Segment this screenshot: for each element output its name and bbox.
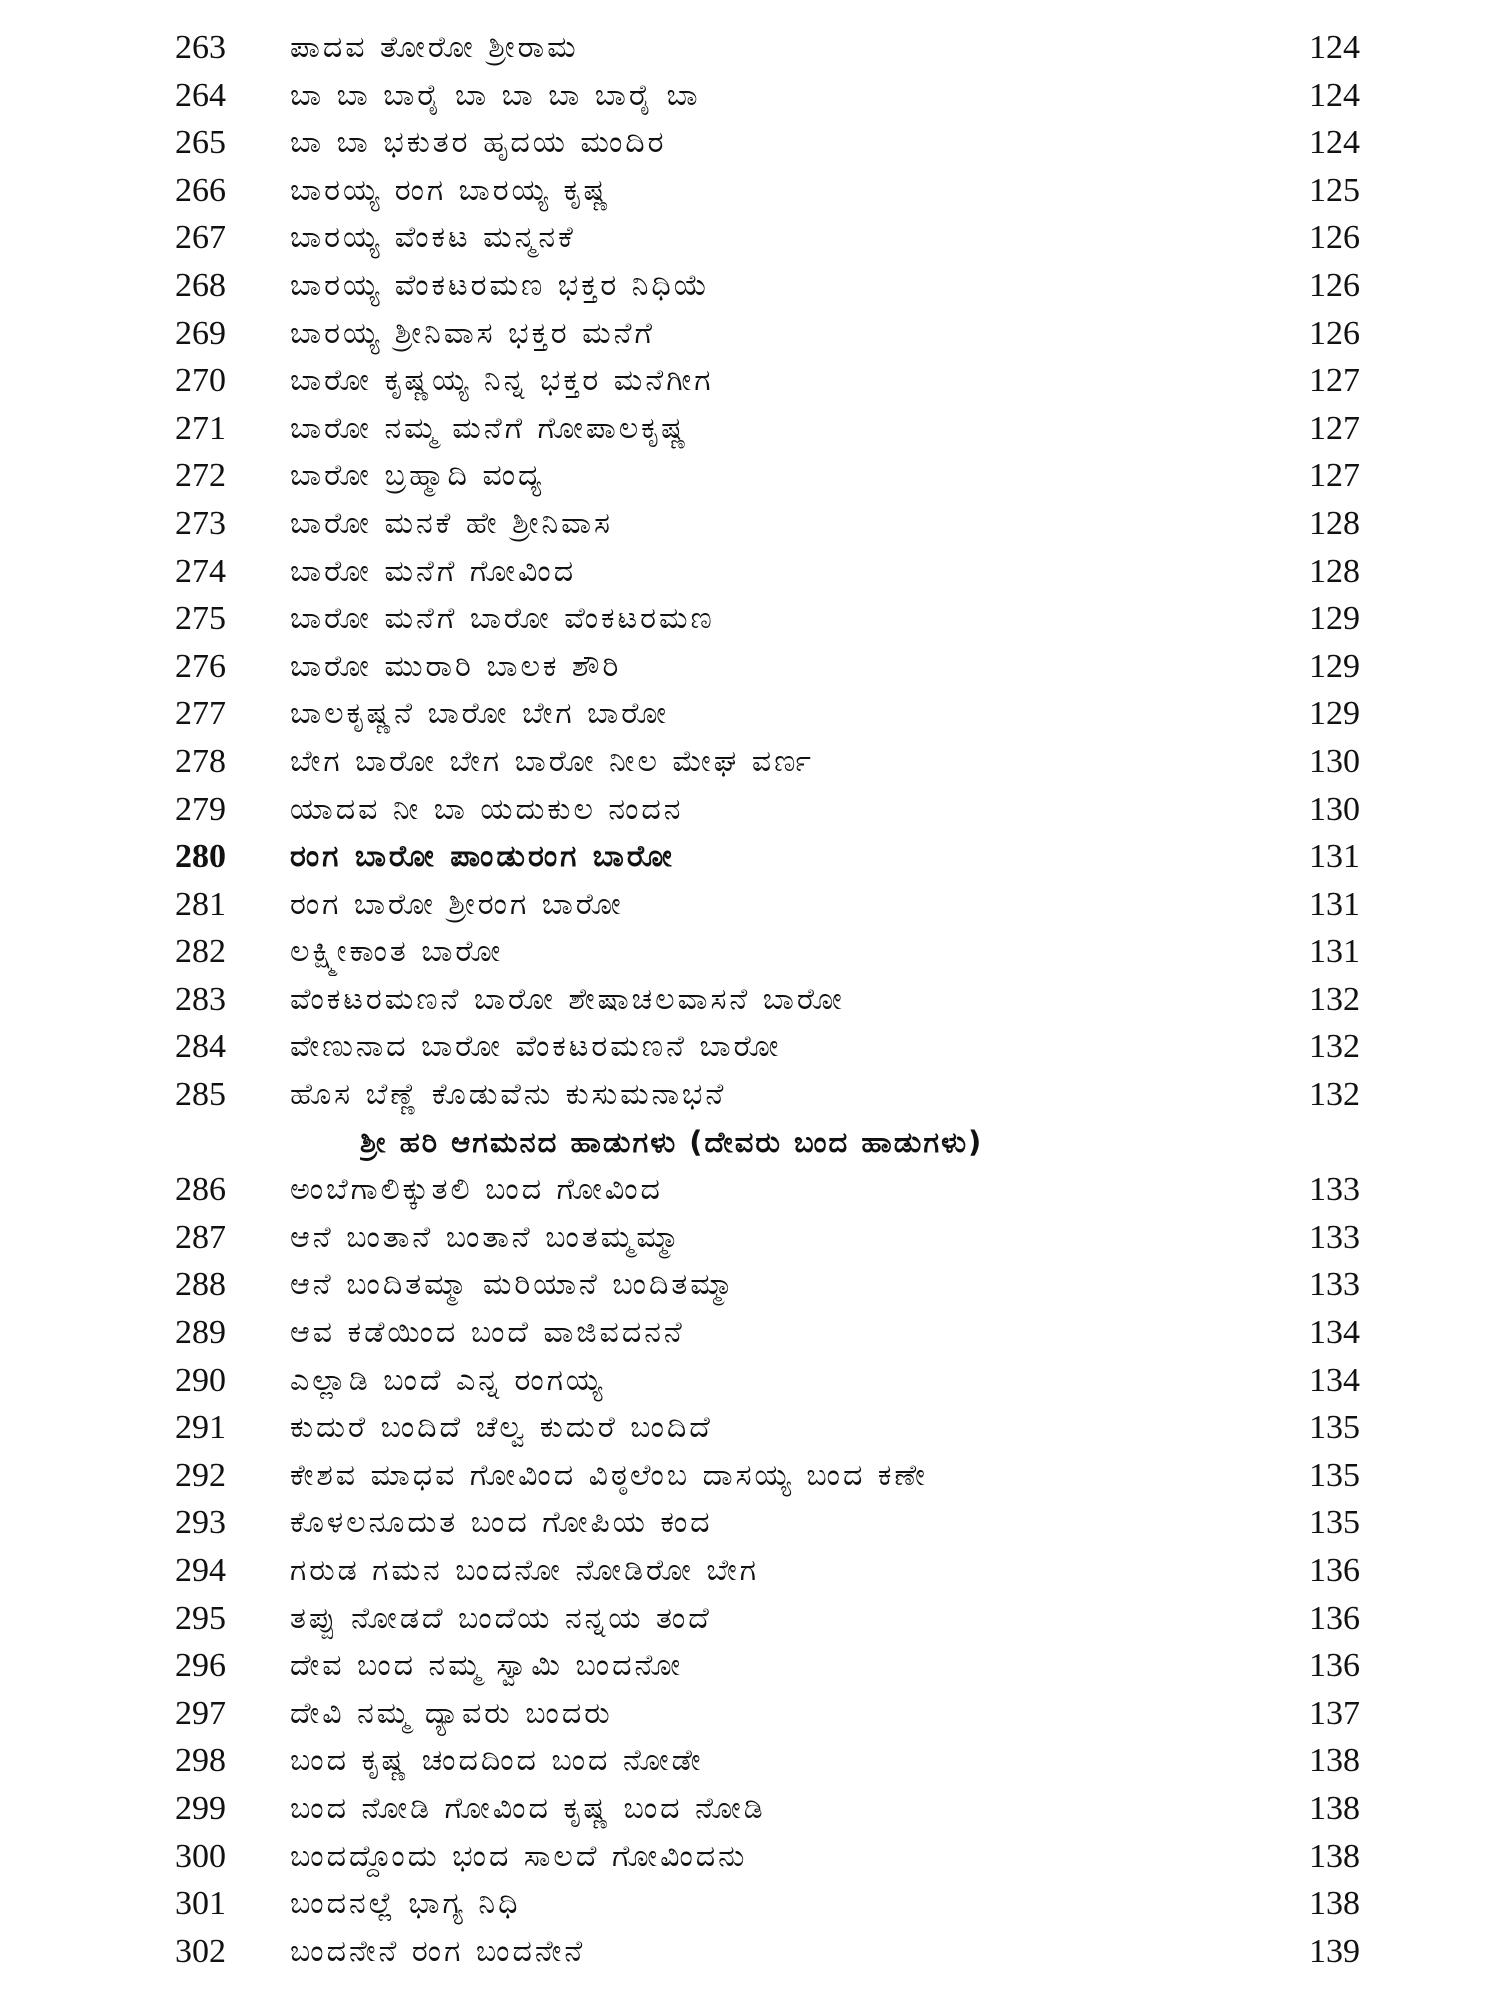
entry-title: ತಪ್ಪು ನೋಡದೆ ಬಂದೆಯ ನನ್ನಯ ತಂದೆ — [290, 1600, 712, 1636]
entry-title: ವೇಣುನಾದ ಬಾರೋ ವೆಂಕಟರಮಣನೆ ಬಾರೋ — [290, 1029, 782, 1065]
toc-entry — [0, 833, 1500, 881]
entry-title: ಬಾರಯ್ಯ ಶ್ರೀನಿವಾಸ ಭಕ್ತರ ಮನೆಗೆ — [290, 315, 655, 351]
toc-entry — [0, 72, 1500, 120]
toc-entry — [0, 1880, 1500, 1928]
entry-page-number: 127 — [1309, 457, 1360, 495]
toc-entry — [0, 405, 1500, 453]
entry-title: ಬಾ ಬಾ ಬಾರೈ ಬಾ ಬಾ ಬಾ ಬಾರೈ ಬಾ — [290, 77, 701, 113]
toc-entry — [0, 1690, 1500, 1738]
entry-page-number: 138 — [1309, 1742, 1360, 1780]
toc-entry — [0, 357, 1500, 405]
entry-page-number: 132 — [1309, 1076, 1360, 1114]
entry-number: 279 — [175, 790, 226, 828]
toc-entry — [0, 881, 1500, 929]
entry-title: ಬಾರೋ ಮನೆಗೆ ಬಾರೋ ವೆಂಕಟರಮಣ — [290, 601, 715, 637]
toc-entry — [0, 1309, 1500, 1357]
toc-entry — [0, 500, 1500, 548]
entry-page-number: 130 — [1309, 790, 1360, 828]
entry-title: ಬಾರಯ್ಯ ರಂಗ ಬಾರಯ್ಯ ಕೃಷ್ಣ — [290, 172, 612, 208]
toc-entry — [0, 786, 1500, 834]
entry-title: ಅಂಬೆಗಾಲಿಕ್ಕುತಲಿ ಬಂದ ಗೋವಿಂದ — [290, 1172, 663, 1208]
entry-page-number: 132 — [1309, 1028, 1360, 1066]
entry-title: ಬಾಲಕೃಷ್ಣನೆ ಬಾರೋ ಬೇಗ ಬಾರೋ — [290, 696, 670, 732]
entry-number: 297 — [175, 1694, 226, 1732]
entry-number: 295 — [175, 1599, 226, 1637]
entry-number: 275 — [175, 600, 226, 638]
entry-number: 285 — [175, 1076, 226, 1114]
entry-title: ಕೇಶವ ಮಾಧವ ಗೋವಿಂದ ವಿಠ್ಠಲೆಂಬ ದಾಸಯ್ಯ ಬಂದ ಕಣೇ — [290, 1457, 928, 1493]
entry-number: 284 — [175, 1028, 226, 1066]
entry-page-number: 133 — [1309, 1171, 1360, 1209]
entry-title: ಲಕ್ಷ್ಮೀಕಾಂತ ಬಾರೋ — [290, 934, 504, 970]
entry-title: ಬಾರಯ್ಯ ವೆಂಕಟ ಮನ್ಮನಕೆ — [290, 220, 576, 256]
entry-number: 286 — [175, 1171, 226, 1209]
entry-title: ರಂಗ ಬಾರೋ ಶ್ರೀರಂಗ ಬಾರೋ — [290, 886, 624, 922]
entry-title: ಬಾರೋ ಕೃಷ್ಣಯ್ಯ ನಿನ್ನ ಭಕ್ತರ ಮನೆಗೀಗ — [290, 363, 714, 399]
entry-number: 293 — [175, 1504, 226, 1542]
section-heading-row — [0, 1119, 1500, 1167]
entry-page-number: 138 — [1309, 1885, 1360, 1923]
entry-number: 272 — [175, 457, 226, 495]
entry-page-number: 129 — [1309, 647, 1360, 685]
entry-page-number: 127 — [1309, 409, 1360, 447]
entry-page-number: 124 — [1309, 29, 1360, 66]
section-heading: ಶ್ರೀ ಹರಿ ಆಗಮನದ ಹಾಡುಗಳು (ದೇವರು ಬಂದ ಹಾಡುಗಳು) — [360, 1124, 984, 1159]
entry-number: 287 — [175, 1218, 226, 1256]
entry-number: 273 — [175, 504, 226, 542]
toc-entry — [0, 452, 1500, 500]
entry-title: ಬಾರಯ್ಯ ವೆಂಕಟರಮಣ ಭಕ್ತರ ನಿಧಿಯೆ — [290, 267, 711, 303]
toc-entry — [0, 1833, 1500, 1881]
entry-page-number: 138 — [1309, 1789, 1360, 1827]
entry-number: 270 — [175, 362, 226, 400]
entry-number: 263 — [175, 29, 226, 66]
toc-entry — [0, 167, 1500, 215]
entry-number: 296 — [175, 1647, 226, 1685]
entry-number: 278 — [175, 742, 226, 780]
entry-title: ಎಲ್ಲಾಡಿ ಬಂದೆ ಎನ್ನ ರಂಗಯ್ಯ — [290, 1362, 606, 1398]
entry-title: ಬಾರೋ ಬ್ರಹ್ಮಾದಿ ವಂದ್ಯ — [290, 458, 545, 494]
toc-entry — [0, 262, 1500, 310]
entry-number: 290 — [175, 1361, 226, 1399]
entry-page-number: 125 — [1309, 171, 1360, 209]
entry-title: ವೆಂಕಟರಮಣನೆ ಬಾರೋ ಶೇಷಾಚಲವಾಸನೆ ಬಾರೋ — [290, 981, 845, 1017]
entry-page-number: 130 — [1309, 742, 1360, 780]
entry-title: ಬಂದ ನೋಡಿ ಗೋವಿಂದ ಕೃಷ್ಣ ಬಂದ ನೋಡಿ — [290, 1790, 766, 1826]
entry-number: 283 — [175, 980, 226, 1018]
toc-entry — [0, 1737, 1500, 1785]
entry-number: 289 — [175, 1314, 226, 1352]
toc-entry — [0, 1357, 1500, 1405]
entry-page-number: 131 — [1309, 933, 1360, 971]
entry-page-number: 129 — [1309, 695, 1360, 733]
entry-page-number: 132 — [1309, 980, 1360, 1018]
entry-page-number: 139 — [1309, 1932, 1360, 1970]
entry-title: ಬಾರೋ ಮನಕೆ ಹೇ ಶ್ರೀನಿವಾಸ — [290, 505, 613, 541]
toc-entry — [0, 1023, 1500, 1071]
toc-entry — [0, 24, 1500, 72]
toc-entry — [0, 119, 1500, 167]
entry-number: 268 — [175, 266, 226, 304]
entry-title: ಬಾರೋ ನಮ್ಮ ಮನೆಗೆ ಗೋಪಾಲಕೃಷ್ಣ — [290, 410, 689, 446]
entry-title: ಕುದುರೆ ಬಂದಿದೆ ಚೆಲ್ವ ಕುದುರೆ ಬಂದಿದೆ — [290, 1410, 713, 1446]
table-of-contents — [0, 24, 1500, 1975]
entry-page-number: 136 — [1309, 1647, 1360, 1685]
entry-title: ಗರುಡ ಗಮನ ಬಂದನೋ ನೋಡಿರೋ ಬೇಗ — [290, 1553, 759, 1588]
entry-number: 294 — [175, 1552, 226, 1589]
entry-number: 281 — [175, 885, 226, 923]
entry-number: 267 — [175, 219, 226, 257]
toc-entry — [0, 738, 1500, 786]
entry-number: 282 — [175, 933, 226, 971]
entry-number: 274 — [175, 552, 226, 590]
entry-page-number: 135 — [1309, 1456, 1360, 1494]
toc-entry — [0, 1547, 1500, 1595]
entry-number: 301 — [175, 1885, 226, 1923]
entry-title: ದೇವ ಬಂದ ನಮ್ಮ ಸ್ವಾಮಿ ಬಂದನೋ — [290, 1648, 684, 1684]
entry-title: ಬಾರೋ ಮುರಾರಿ ಬಾಲಕ ಶೌರಿ — [290, 648, 622, 684]
toc-entry — [0, 1928, 1500, 1976]
entry-number: 280 — [175, 838, 226, 876]
entry-title: ಬೇಗ ಬಾರೋ ಬೇಗ ಬಾರೋ ನೀಲ ಮೇಘ ವರ್ಣ — [290, 743, 814, 779]
entry-title: ದೇವಿ ನಮ್ಮ ದ್ಯಾವರು ಬಂದರು — [290, 1695, 613, 1731]
toc-entry — [0, 1499, 1500, 1547]
entry-page-number: 138 — [1309, 1837, 1360, 1875]
entry-title: ಕೊಳಲನೂದುತ ಬಂದ ಗೋಪಿಯ ಕಂದ — [290, 1505, 713, 1541]
entry-title: ಹೊಸ ಬೆಣ್ಣೆ ಕೊಡುವೆನು ಕುಸುಮನಾಭನೆ — [290, 1077, 727, 1113]
toc-entry — [0, 1452, 1500, 1500]
entry-number: 288 — [175, 1266, 226, 1304]
entry-title: ಆನೆ ಬಂದಿತಮ್ಮಾ ಮರಿಯಾನೆ ಬಂದಿತಮ್ಮಾ — [290, 1267, 737, 1303]
entry-title: ಯಾದವ ನೀ ಬಾ ಯದುಕುಲ ನಂದನ — [290, 791, 684, 827]
toc-entry — [0, 1071, 1500, 1119]
entry-number: 271 — [175, 409, 226, 447]
entry-page-number: 134 — [1309, 1361, 1360, 1399]
entry-number: 291 — [175, 1409, 226, 1447]
entry-page-number: 136 — [1309, 1599, 1360, 1637]
entry-page-number: 128 — [1309, 504, 1360, 542]
entry-page-number: 131 — [1309, 885, 1360, 923]
toc-entry — [0, 1404, 1500, 1452]
entry-number: 299 — [175, 1789, 226, 1827]
entry-title: ಬಾರೋ ಮನೆಗೆ ಗೋವಿಂದ — [290, 553, 577, 589]
entry-page-number: 131 — [1309, 838, 1360, 876]
toc-entry — [0, 690, 1500, 738]
entry-page-number: 124 — [1309, 124, 1360, 162]
entry-page-number: 126 — [1309, 266, 1360, 304]
entry-number: 302 — [175, 1932, 226, 1970]
entry-title: ಬಂದ ಕೃಷ್ಣ ಚಂದದಿಂದ ಬಂದ ನೋಡೇ — [290, 1743, 704, 1779]
toc-entry — [0, 595, 1500, 643]
toc-entry — [0, 1261, 1500, 1309]
entry-number: 298 — [175, 1742, 226, 1780]
toc-entry — [0, 310, 1500, 358]
toc-entry — [0, 1595, 1500, 1643]
toc-entry — [0, 548, 1500, 596]
entry-title: ಬಾ ಬಾ ಭಕುತರ ಹೃದಯ ಮಂದಿರ — [290, 125, 667, 161]
toc-entry — [0, 976, 1500, 1024]
entry-page-number: 128 — [1309, 552, 1360, 590]
entry-page-number: 134 — [1309, 1314, 1360, 1352]
entry-number: 269 — [175, 314, 226, 352]
entry-number: 265 — [175, 124, 226, 162]
toc-entry — [0, 1785, 1500, 1833]
entry-page-number: 133 — [1309, 1218, 1360, 1256]
entry-page-number: 135 — [1309, 1504, 1360, 1542]
entry-title: ರಂಗ ಬಾರೋ ಪಾಂಡುರಂಗ ಬಾರೋ — [290, 839, 675, 875]
entry-number: 266 — [175, 171, 226, 209]
entry-title: ಆನೆ ಬಂತಾನೆ ಬಂತಾನೆ ಬಂತಮ್ಮಮ್ಮಾ — [290, 1219, 683, 1255]
entry-number: 300 — [175, 1837, 226, 1875]
entry-number: 292 — [175, 1456, 226, 1494]
entry-number: 264 — [175, 76, 226, 114]
entry-page-number: 126 — [1309, 219, 1360, 257]
entry-page-number: 129 — [1309, 600, 1360, 638]
toc-entry — [0, 1166, 1500, 1214]
entry-page-number: 126 — [1309, 314, 1360, 352]
entry-title: ಆವ ಕಡೆಯಿಂದ ಬಂದೆ ವಾಜಿವದನನೆ — [290, 1315, 685, 1351]
entry-title: ಬಂದದ್ದೊಂದು ಭಂದ ಸಾಲದೆ ಗೋವಿಂದನು — [290, 1838, 748, 1874]
entry-page-number: 137 — [1309, 1694, 1360, 1732]
entry-page-number: 133 — [1309, 1266, 1360, 1304]
entry-title: ಬಂದನೇನೆ ರಂಗ ಬಂದನೇನೆ — [290, 1933, 586, 1969]
entry-title: ಪಾದವ ತೋರೋ ಶ್ರೀರಾಮ — [290, 30, 579, 65]
toc-entry — [0, 1214, 1500, 1262]
toc-entry — [0, 928, 1500, 976]
entry-page-number: 127 — [1309, 362, 1360, 400]
entry-page-number: 135 — [1309, 1409, 1360, 1447]
entry-page-number: 136 — [1309, 1552, 1360, 1589]
toc-entry — [0, 214, 1500, 262]
toc-entry — [0, 643, 1500, 691]
entry-title: ಬಂದನಲ್ಲೆ ಭಾಗ್ಯ ನಿಧಿ — [290, 1886, 521, 1922]
entry-page-number: 124 — [1309, 76, 1360, 114]
entry-number: 276 — [175, 647, 226, 685]
toc-entry — [0, 1642, 1500, 1690]
entry-number: 277 — [175, 695, 226, 733]
